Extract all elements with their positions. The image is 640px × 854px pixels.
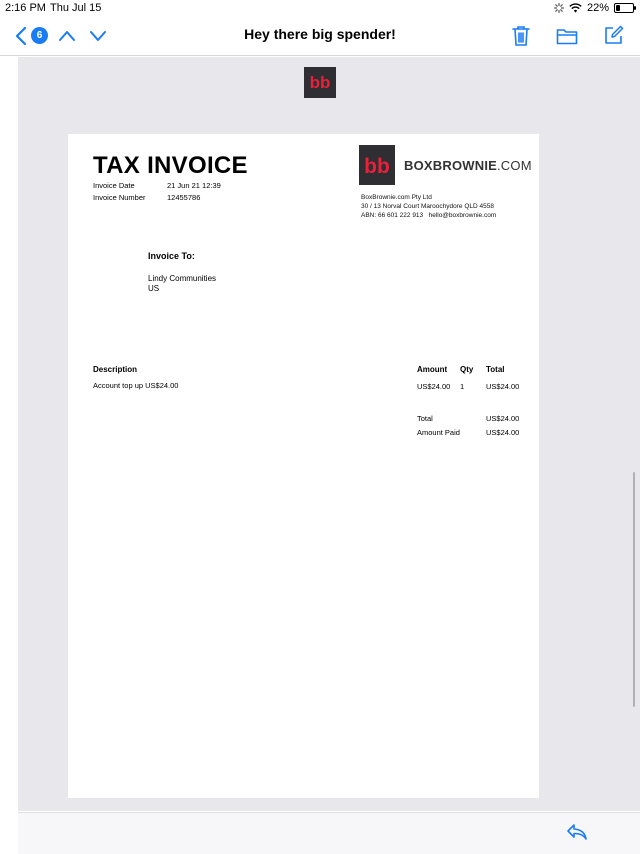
bottom-toolbar — [18, 812, 640, 854]
invoice-document — [68, 134, 539, 798]
column-header-qty: Qty — [460, 365, 474, 374]
column-header-total: Total — [486, 365, 505, 374]
battery-icon — [614, 3, 634, 13]
compose-icon[interactable] — [604, 25, 624, 45]
summary-paid-label: Amount Paid — [417, 428, 460, 437]
summary-paid-value: US$24.00 — [486, 428, 520, 437]
message-count-badge[interactable]: 6 — [31, 27, 48, 44]
company-address-line: ABN: 66 601 222 913 hello@boxbrownie.com — [361, 212, 497, 219]
line-item-description: Account top up US$24.00 — [93, 381, 179, 390]
invoice-number-value: 12455786 — [167, 193, 201, 202]
status-date: Thu Jul 15 — [50, 2, 102, 14]
invoice-number-label: Invoice Number — [93, 193, 146, 202]
line-item-amount: US$24.00 — [417, 382, 451, 391]
summary-total-value: US$24.00 — [486, 414, 520, 423]
status-bar — [0, 0, 640, 16]
company-name — [404, 158, 532, 173]
trash-icon[interactable] — [512, 25, 530, 47]
company-name-main: BOXBROWNIE — [404, 158, 497, 173]
sender-logo-text: bb — [309, 73, 331, 92]
reply-icon[interactable] — [566, 822, 588, 842]
invoice-date-label: Invoice Date — [93, 181, 135, 190]
company-address-line: BoxBrownie.com Pty Ltd — [361, 194, 432, 201]
battery-level — [616, 5, 620, 11]
company-logo — [359, 145, 395, 185]
message-body[interactable] — [18, 57, 640, 811]
status-time: 2:16 PM — [5, 2, 46, 14]
summary-total-label: Total — [417, 414, 433, 423]
company-logo-text: bb — [364, 155, 390, 178]
company-name-suffix: .COM — [497, 158, 532, 173]
status-indicators — [554, 2, 634, 14]
company-address-line: 30 / 13 Norval Court Maroochydore QLD 4558 — [361, 203, 494, 210]
line-item-total: US$24.00 — [486, 382, 520, 391]
invoice-title: TAX INVOICE — [93, 152, 248, 179]
wifi-icon — [569, 3, 582, 13]
vertical-scrollbar[interactable] — [633, 472, 635, 707]
folder-icon[interactable] — [556, 27, 578, 45]
message-subject: Hey there big spender! — [244, 26, 396, 42]
invoice-date-value: 21 Jun 21 12:39 — [167, 181, 221, 190]
sender-logo — [304, 67, 336, 98]
invoice-to-label: Invoice To: — [148, 251, 195, 261]
mail-toolbar — [0, 16, 640, 56]
loading-spinner-icon — [554, 3, 564, 13]
bill-to-name: Lindy Communities — [148, 274, 217, 283]
bill-to-country: US — [148, 284, 160, 293]
battery-percent: 22% — [586, 2, 609, 14]
column-header-description: Description — [93, 365, 138, 374]
line-item-qty: 1 — [460, 382, 465, 391]
column-header-amount: Amount — [417, 365, 448, 374]
